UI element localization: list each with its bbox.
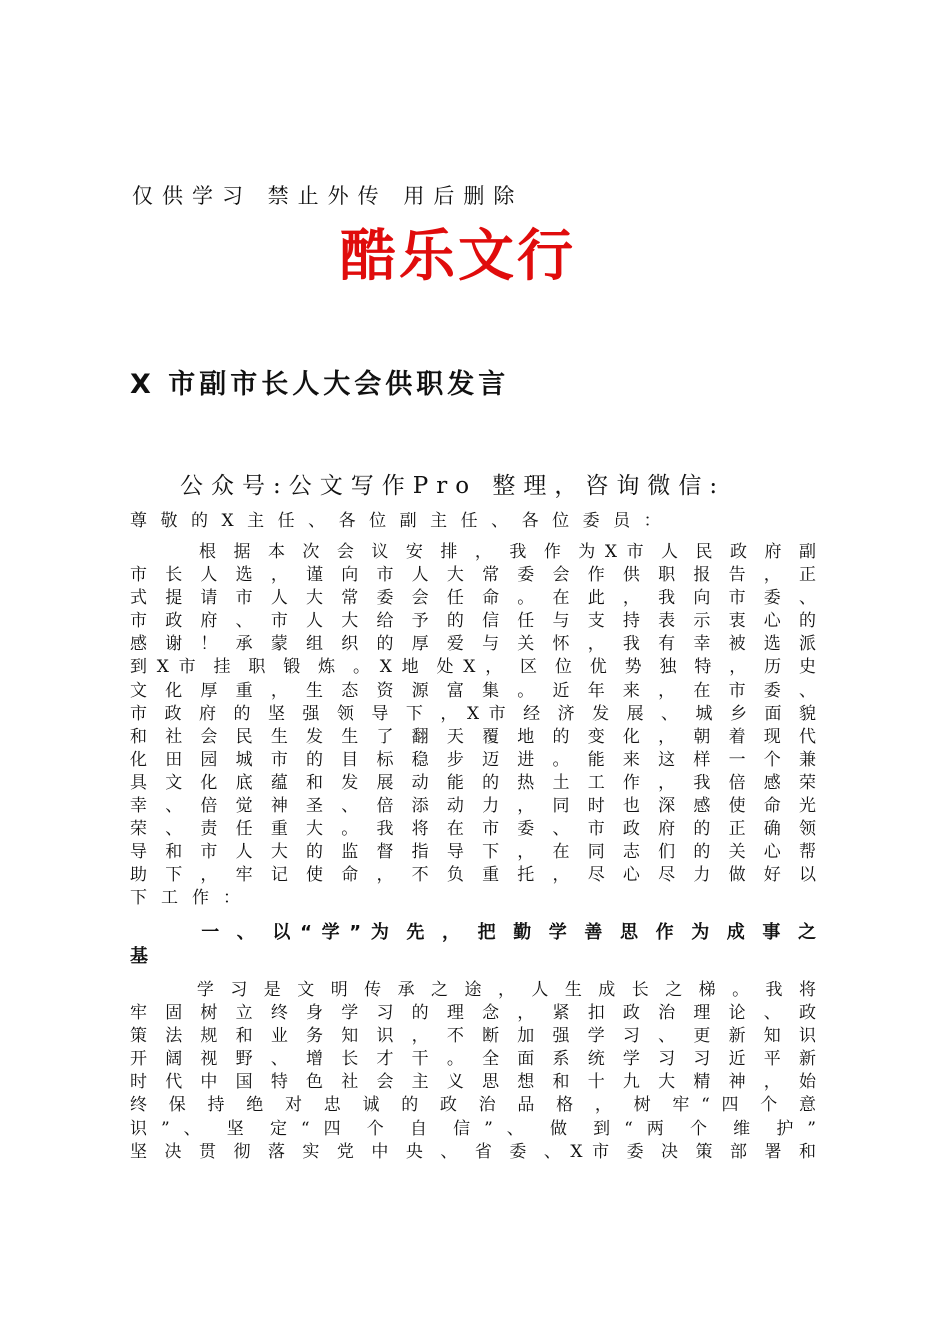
paragraph-1-line: 到 X 市 挂 职 锻 炼 。 X 地 处 X ， 区 位 优 势 独 特 ， 历 史	[130, 657, 816, 678]
paragraph-2-line: 终 保 持 绝 对 忠 诚 的 政 治 品 格 ， 树 牢 “ 四 个 意	[130, 1095, 816, 1116]
paragraph-2-line: 坚 决 贯 彻 落 实 党 中 央 、 省 委 、 X 市 委 决 策 部 署 和	[130, 1141, 817, 1162]
paragraph-2	[130, 979, 816, 1164]
paragraph-1-line: 荣 、 责 任 重 大 。 我 将 在 市 委 、 市 政 府 的 正 确 领	[130, 819, 816, 840]
paragraph-1-line: 感 谢 ！ 承 蒙 组 织 的 厚 爱 与 关 怀 ， 我 有 幸 被 选 派	[130, 634, 816, 655]
paragraph-1-line: 化 田 园 城 市 的 目 标 稳 步 迈 进 。 能 来 这 样 一 个 兼	[130, 749, 816, 770]
source-line: 公众号:公文写作Pro 整理，咨询微信:	[180, 473, 726, 499]
paragraph-2-line: 牢 固 树 立 终 身 学 习 的 理 念 ， 紧 扣 政 治 理 论 、 政	[130, 1003, 816, 1024]
paragraph-1-line: 助 下 ， 牢 记 使 命 ， 不 负 重 托 ， 尽 心 尽 力 做 好 以	[130, 865, 816, 886]
paragraph-1-line: 和 社 会 民 生 发 生 了 翻 天 覆 地 的 变 化 ， 朝 着 现 代	[130, 726, 816, 747]
paragraph-1-line: 文 化 厚 重 ， 生 态 资 源 富 集 。 近 年 来 ， 在 市 委 、	[130, 680, 816, 701]
paragraph-1-last-line: 下工作：	[130, 888, 254, 909]
paragraph-1-line: 根 据 本 次 会 议 安 排 ， 我 作 为 X 市 人 民 政 府 副	[130, 542, 817, 562]
paragraph-1-line: 具 文 化 底 蕴 和 发 展 动 能 的 热 土 工 作 ， 我 倍 感 荣	[130, 772, 816, 793]
paragraph-2-line: 学 习 是 文 明 传 承 之 途 ， 人 生 成 长 之 梯 。 我 将	[130, 980, 816, 1000]
greeting: 尊敬的X主任、各位副主任、各位委员：	[130, 511, 675, 531]
usage-notice: 仅供学习 禁止外传 用后删除	[132, 184, 524, 208]
paragraph-1-line: 式 提 请 市 人 大 常 委 会 任 命 。 在 此 ， 我 向 市 委 、	[130, 588, 816, 609]
section-heading-1	[130, 921, 816, 968]
brand-title: 酷乐文行	[340, 223, 576, 289]
paragraph-1-line: 市 政 府 、 市 人 大 给 予 的 信 任 与 支 持 表 示 衷 心 的	[130, 611, 816, 632]
paragraph-1-line: 导 和 市 人 大 的 监 督 指 导 下 ， 在 同 志 们 的 关 心 帮	[130, 842, 816, 863]
paragraph-1-line: 市 长 人 选 ， 谨 向 市 人 大 常 委 会 作 供 职 报 告 ， 正	[130, 565, 816, 586]
section-heading-1-line: 一 、 以 “ 学 ” 为 先 ， 把 勤 学 善 思 作 为 成 事 之	[130, 922, 816, 943]
section-heading-1-last-line: 基	[130, 945, 148, 967]
paragraph-2-line: 时 代 中 国 特 色 社 会 主 义 思 想 和 十 九 大 精 神 ， 始	[130, 1072, 816, 1093]
paragraph-1	[130, 541, 816, 911]
document-title: X 市副市长人大会供职发言	[130, 369, 510, 400]
paragraph-2-line: 识 ” 、 坚 定 “ 四 个 自 信 ” 、 做 到 “ 两 个 维 护 ”	[130, 1118, 816, 1139]
paragraph-1-line: 市 政 府 的 坚 强 领 导 下 ， X 市 经 济 发 展 、 城 乡 面 貌	[130, 703, 817, 724]
paragraph-2-line: 开 阔 视 野 、 增 长 才 干 。 全 面 系 统 学 习 习 近 平 新	[130, 1049, 816, 1070]
paragraph-2-line: 策 法 规 和 业 务 知 识 ， 不 断 加 强 学 习 、 更 新 知 识	[130, 1026, 816, 1047]
paragraph-1-line: 幸 、 倍 觉 神 圣 、 倍 添 动 力 ， 同 时 也 深 感 使 命 光	[130, 796, 816, 817]
